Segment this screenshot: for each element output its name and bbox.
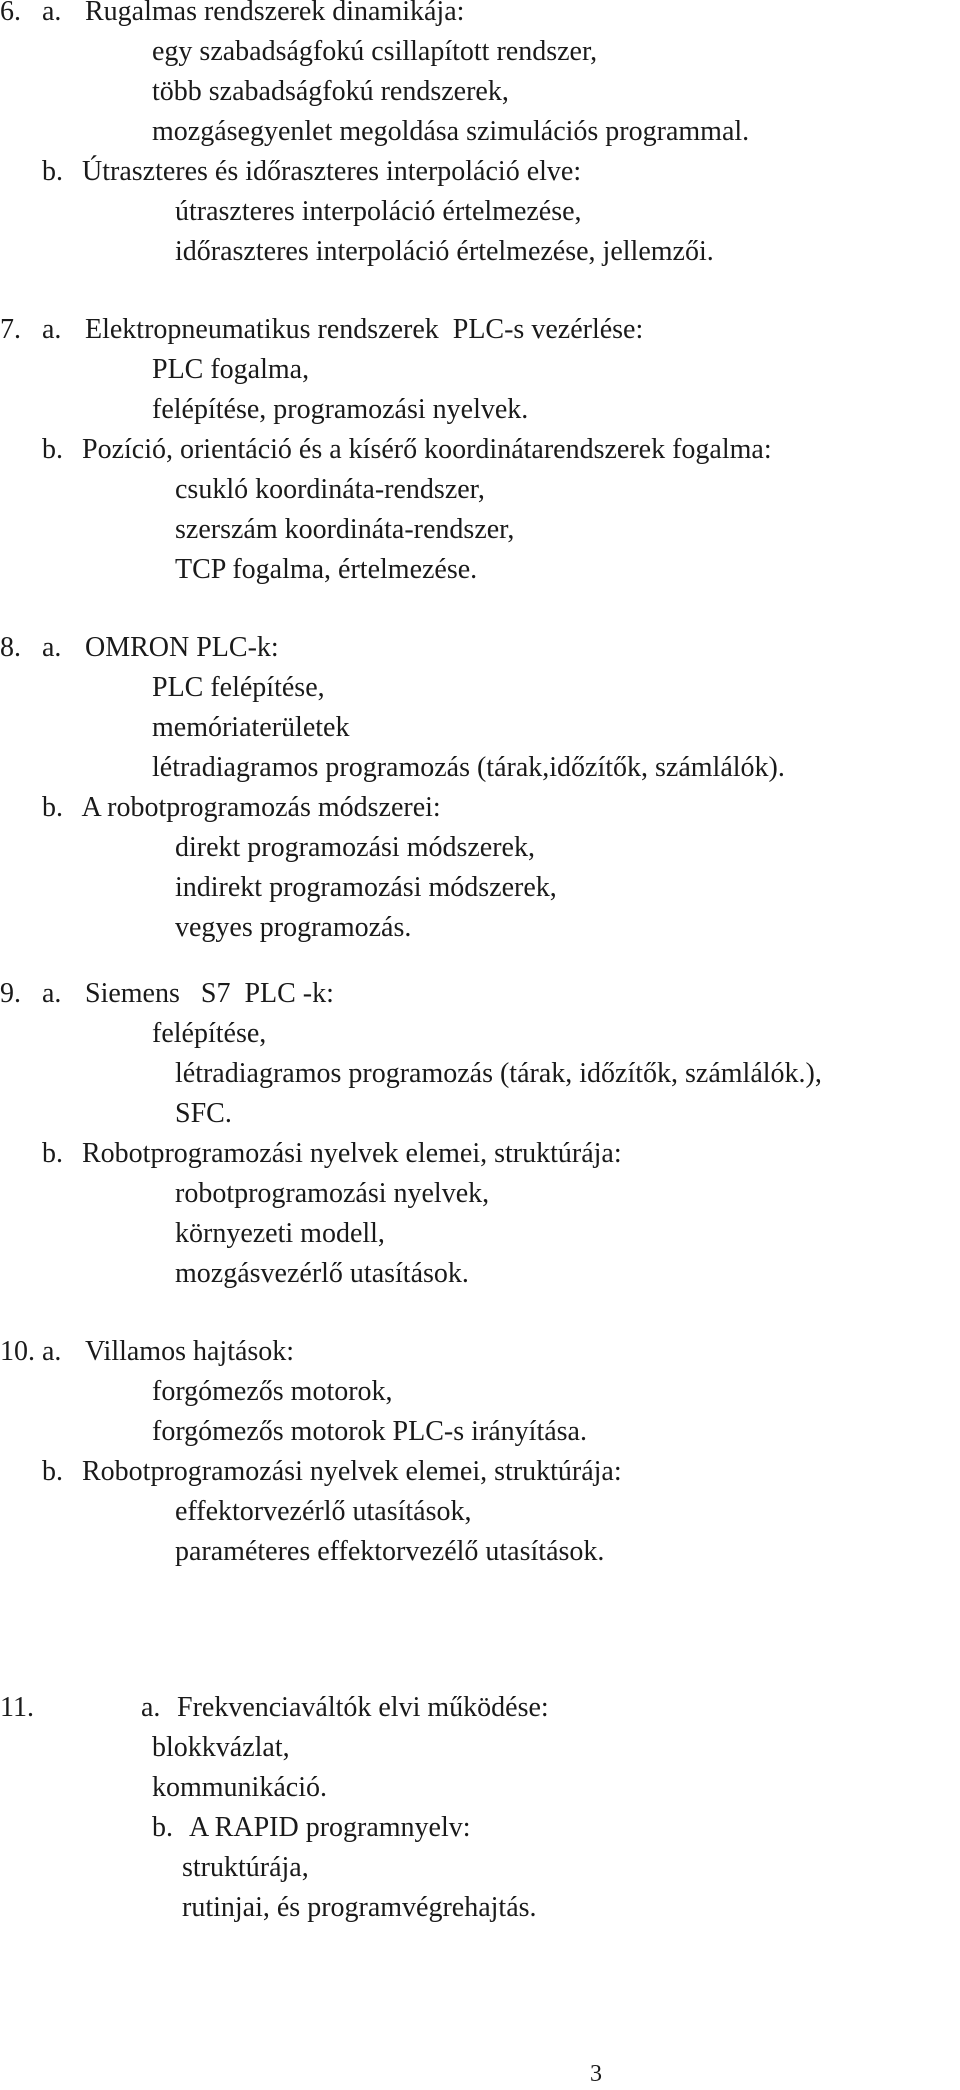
item-b-line: effektorvezérlő utasítások,: [175, 1496, 472, 1527]
item-a-line: forgómezős motorok PLC-s irányítása.: [152, 1416, 587, 1447]
item-a-marker: a.: [42, 0, 62, 27]
item-a-line: felépítése,: [152, 1018, 267, 1049]
item-a-line: blokkvázlat,: [152, 1732, 290, 1763]
item-a-line: létradiagramos programozás (tárak, időzítők, számlálók.),: [175, 1058, 822, 1089]
item-b-line: struktúrája,: [182, 1852, 309, 1883]
item-number: 9.: [0, 978, 21, 1009]
item-b-title: A RAPID programnyelv:: [189, 1812, 471, 1843]
item-a-title: Villamos hajtások:: [85, 1336, 295, 1367]
item-b-title: A robotprogramozás módszerei:: [76, 792, 441, 823]
item-b-line: paraméteres effektorvezélő utasítások.: [175, 1536, 605, 1567]
item-b-line: mozgásvezérlő utasítások.: [175, 1258, 469, 1289]
item-a-title: Frekvenciaváltók elvi működése:: [177, 1692, 549, 1723]
item-b-marker: b.: [42, 434, 63, 465]
item-b-line: direkt programozási módszerek,: [175, 832, 535, 863]
item-a-title: Rugalmas rendszerek dinamikája:: [85, 0, 465, 27]
item-b-line: szerszám koordináta-rendszer,: [175, 514, 515, 545]
item-a-line: létradiagramos programozás (tárak,időzítők, számlálók).: [152, 752, 785, 783]
item-b-line: rutinjai, és programvégrehajtás.: [182, 1892, 537, 1923]
item-number: 6.: [0, 0, 21, 27]
item-b-line: útraszteres interpoláció értelmezése,: [175, 196, 582, 227]
item-number: 8.: [0, 632, 21, 663]
item-b-title: Pozíció, orientáció és a kísérő koordinátarendszerek fogalma:: [82, 434, 772, 465]
item-a-line: PLC felépítése,: [152, 672, 325, 703]
item-a-title: Siemens S7 PLC -k:: [85, 978, 334, 1009]
item-b-title: Robotprogramozási nyelvek elemei, struktúrája:: [82, 1138, 622, 1169]
item-b-line: indirekt programozási módszerek,: [175, 872, 557, 903]
item-a-marker: a.: [42, 1336, 62, 1367]
item-a-title: OMRON PLC-k:: [85, 632, 279, 663]
item-b-marker: b.: [42, 792, 63, 823]
item-a-line: kommunikáció.: [152, 1772, 327, 1803]
item-number: 11.: [0, 1692, 34, 1723]
item-b-title: Útraszteres és időraszteres interpoláció elve:: [82, 156, 582, 187]
item-b-line: időraszteres interpoláció értelmezése, jellemzői.: [175, 236, 714, 267]
item-b-line: környezeti modell,: [175, 1218, 385, 1249]
item-a-line: memóriaterületek: [152, 712, 350, 743]
item-b-marker: b.: [152, 1812, 173, 1843]
item-b-line: vegyes programozás.: [175, 912, 412, 943]
item-a-line: egy szabadságfokú csillapított rendszer,: [152, 36, 598, 67]
item-b-marker: b.: [42, 1138, 63, 1169]
item-a-line: több szabadságfokú rendszerek,: [152, 76, 509, 107]
item-a-line: SFC.: [175, 1098, 232, 1129]
item-b-line: robotprogramozási nyelvek,: [175, 1178, 490, 1209]
page-number: 3: [590, 2061, 602, 2087]
item-b-marker: b.: [42, 156, 63, 187]
item-a-line: PLC fogalma,: [152, 354, 310, 385]
item-number: 7.: [0, 314, 21, 345]
item-number: 10.: [0, 1336, 35, 1367]
item-a-marker: a.: [42, 978, 62, 1009]
item-a-marker: a.: [141, 1692, 161, 1723]
item-a-marker: a.: [42, 632, 62, 663]
item-b-line: TCP fogalma, értelmezése.: [175, 554, 478, 585]
item-a-line: mozgásegyenlet megoldása szimulációs programmal.: [152, 116, 750, 147]
item-a-title: Elektropneumatikus rendszerek PLC-s vezérlése:: [85, 314, 644, 345]
item-a-line: forgómezős motorok,: [152, 1376, 393, 1407]
item-b-line: csukló koordináta-rendszer,: [175, 474, 485, 505]
item-b-marker: b.: [42, 1456, 63, 1487]
item-b-title: Robotprogramozási nyelvek elemei, struktúrája:: [82, 1456, 622, 1487]
item-a-line: felépítése, programozási nyelvek.: [152, 394, 529, 425]
item-a-marker: a.: [42, 314, 62, 345]
